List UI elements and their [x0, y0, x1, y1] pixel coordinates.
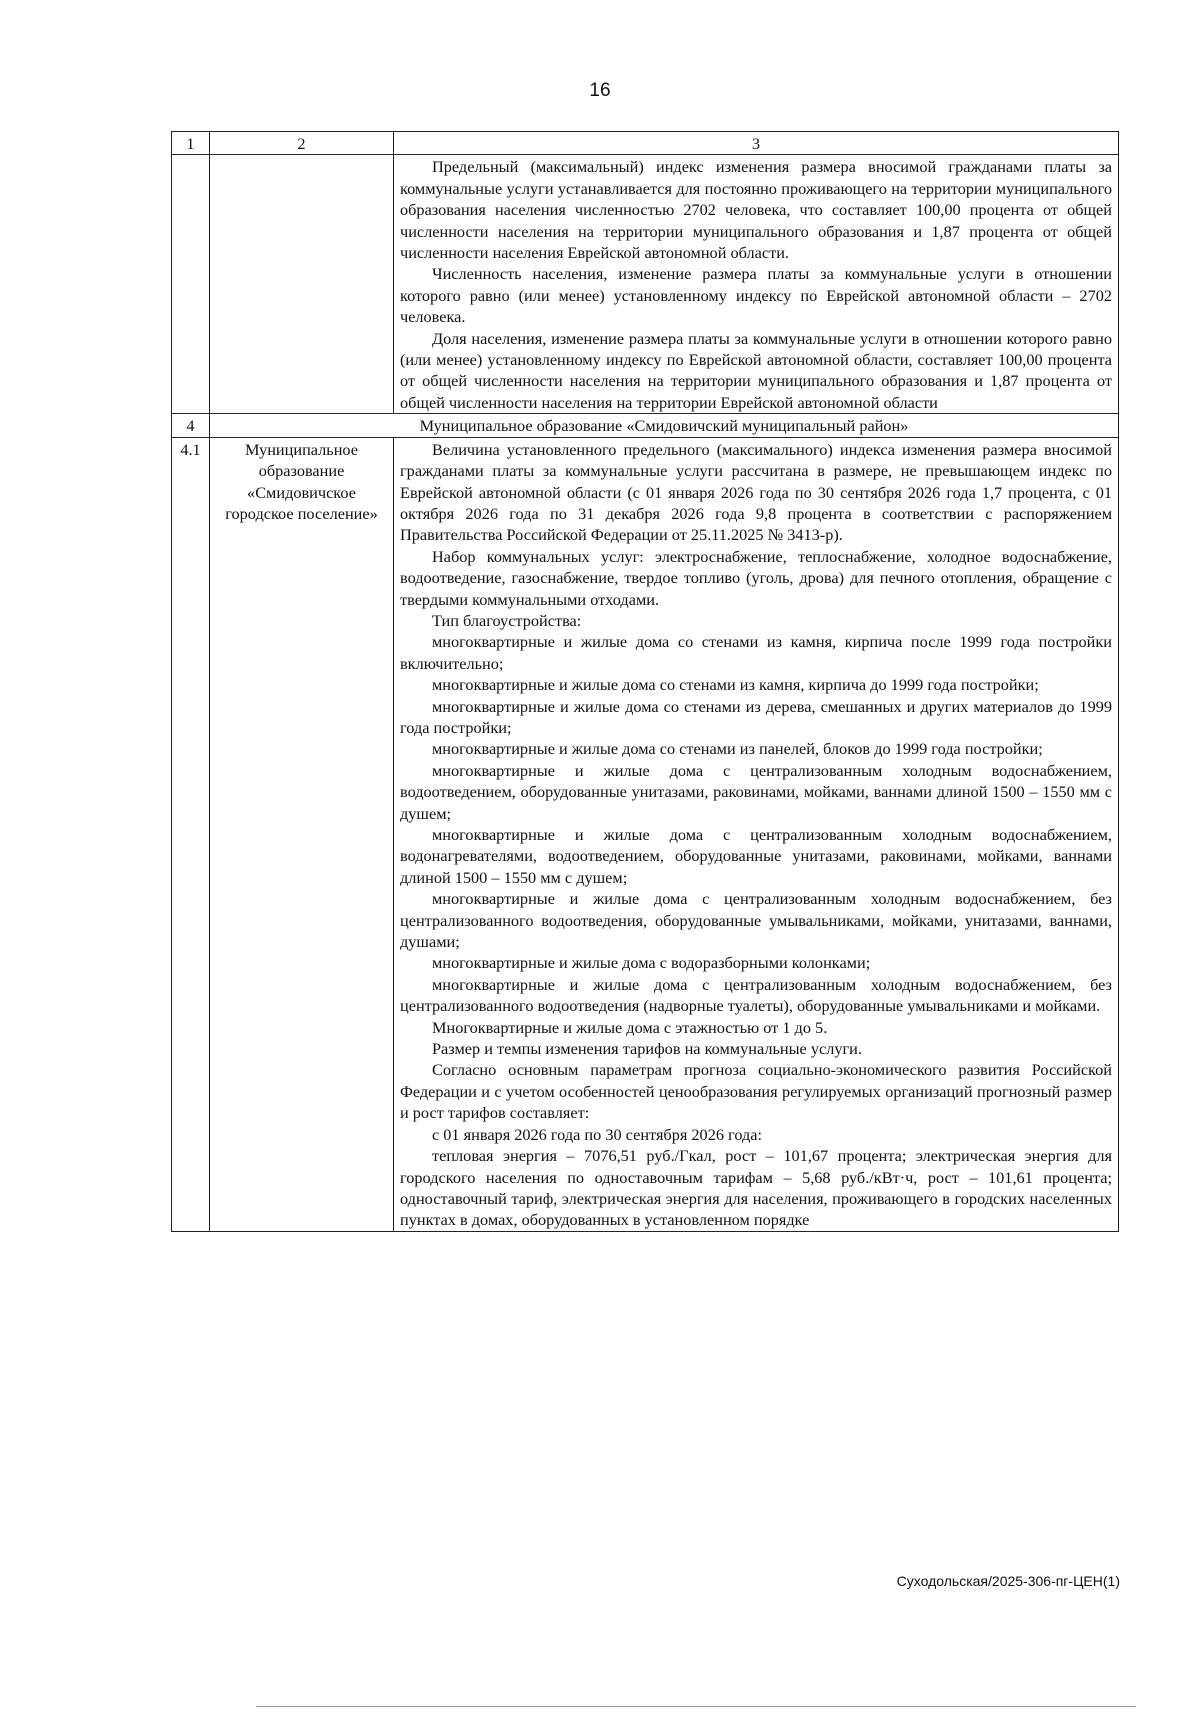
- paragraph: Размер и темпы изменения тарифов на коммунальные услуги.: [432, 1039, 862, 1059]
- paragraph: Численность населения, изменение размера платы за коммунальные услуги в отношении которого равно (или менее) установленному индексу по Еврейской автономной области – 2702 человека.: [400, 264, 1112, 327]
- header-col-3: 3: [394, 132, 1119, 155]
- list-item: многоквартирные и жилые дома с водоразборными колонками;: [432, 953, 871, 973]
- paragraph: Величина установленного предельного (максимального) индекса изменения размера вносимой гражданами платы за коммунальные услуги рассчитана в размере, не превышающем индекс по Еврейской автономной области (с 01 января 2026 года по 30 сентября 2026 года 1,7 процента, с 01 октября 2026 года по 31 декабря 2026 года 9,8 процента в соответствии с распоряжением Правительства Российской Федерации от 25.11.2025 № 3413-р).: [400, 439, 1112, 545]
- paragraph: Многоквартирные и жилые дома с этажностью от 1 до 5.: [432, 1017, 828, 1037]
- municipality-name: Муниципальное образование «Смидовичское городское поселение»: [210, 437, 394, 1231]
- page-number: 16: [589, 80, 611, 101]
- header-col-2: 2: [210, 132, 394, 155]
- empty-cell: [172, 155, 210, 414]
- table-row-continued: [172, 155, 1119, 414]
- list-item: многоквартирные и жилые дома с централизованным холодным водоснабжением, водоотведением, оборудованные унитазами, раковинами, мойками, ваннами длиной 1500 – 1550 мм с душем;: [400, 760, 1112, 823]
- table-header-row: [172, 132, 1119, 155]
- paragraph: Доля населения, изменение размера платы за коммунальные услуги в отношении которого равно (или менее) установленному индексу по Еврейской автономной области, составляет 100,00 процента от общей численности населения на территории муниципального образования и 1,87 процента от общей численности населения на территории Еврейской автономной области: [400, 328, 1112, 412]
- row-number: 4.1: [172, 437, 210, 1231]
- section-row: [172, 414, 1119, 437]
- divider: [256, 1706, 1136, 1707]
- list-item: многоквартирные и жилые дома со стенами из дерева, смешанных и других материалов до 1999 года постройки;: [400, 696, 1112, 737]
- section-number: 4: [172, 414, 210, 437]
- paragraph: Предельный (максимальный) индекс изменения размера вносимой гражданами платы за коммунальные услуги устанавливается для постоянно проживающего на территории муниципального образования населения численностью 2702 человека, что составляет 100,00 процента от общей численности населения на территории муниципального образования и 1,87 процента от общей численности населения Еврейской автономной области.: [400, 157, 1112, 263]
- list-item: многоквартирные и жилые дома с централизованным холодным водоснабжением, водонагревателями, водоотведением, оборудованные унитазами, раковинами, мойками, ваннами длиной 1500 – 1550 мм с душем;: [400, 825, 1112, 887]
- list-item: многоквартирные и жилые дома со стенами из камня, кирпича после 1999 года постройки включительно;: [400, 632, 1112, 673]
- header-col-1: 1: [172, 132, 210, 155]
- paragraph: Тип благоустройства:: [432, 610, 582, 630]
- continued-text-cell: [394, 155, 1119, 414]
- paragraph: Набор коммунальных услуг: электроснабжение, теплоснабжение, холодное водоснабжение, водоотведение, газоснабжение, твердое топливо (уголь, дрова) для печного отопления, обращение с твердыми коммунальными отходами.: [400, 546, 1112, 609]
- list-item: многоквартирные и жилые дома со стенами из камня, кирпича до 1999 года постройки;: [432, 675, 1039, 695]
- paragraph: Согласно основным параметрам прогноза социально-экономического развития Российской Федерации и с учетом особенностей ценообразования регулируемых организаций прогнозный размер и рост тарифов составляет:: [400, 1060, 1112, 1123]
- list-item: многоквартирные и жилые дома со стенами из панелей, блоков до 1999 года постройки;: [432, 739, 1043, 759]
- paragraph: тепловая энергия – 7076,51 руб./Гкал, рост – 101,67 процента; электрическая энергия для городского населения по одноставочным тарифам – 5,68 руб./кВт·ч, рост – 101,61 процента; одноставочный тариф, электрическая энергия для населения, проживающего в городских населенных пунктах в домах, оборудованных в установленном порядке: [400, 1146, 1112, 1230]
- list-item: многоквартирные и жилые дома с централизованным холодным водоснабжением, без централизованного водоотведения (надворные туалеты), оборудованные умывальниками и мойками.: [400, 974, 1112, 1016]
- row-text-cell: [394, 437, 1119, 1231]
- empty-cell: [210, 155, 394, 414]
- section-title: Муниципальное образование «Смидовичский муниципальный район»: [210, 414, 1119, 437]
- list-item: многоквартирные и жилые дома с централизованным холодным водоснабжением, без централизованного водоотведения, оборудованные умывальниками, мойками, унитазами, ваннами, душами;: [400, 889, 1112, 952]
- paragraph: с 01 января 2026 года по 30 сентября 2026 года:: [432, 1124, 763, 1144]
- table-row: [172, 437, 1119, 1231]
- document-code: Суходольская/2025-306-пг-ЦЕН(1): [896, 1573, 1120, 1589]
- tariff-table: [171, 131, 1119, 1232]
